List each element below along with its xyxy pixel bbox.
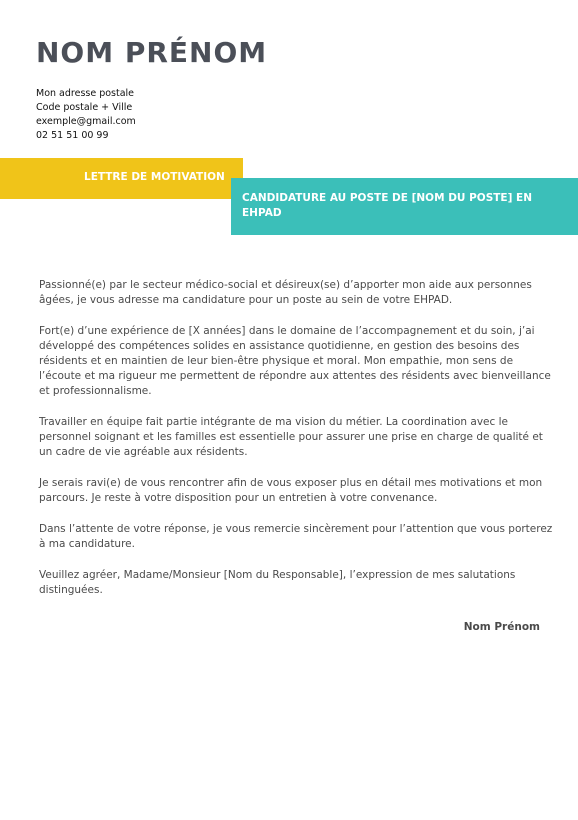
letter-body (39, 278, 554, 614)
paragraph-meeting: Je serais ravi(e) de vous rencontrer afin de vous exposer plus en détail mes motivations et mon parcours. Je reste à votre disposition pour un entretien à votre convenance. (39, 477, 543, 504)
applicant-name: NOM PRÉNOM (36, 36, 268, 69)
paragraph-thanks: Dans l’attente de votre réponse, je vous remercie sincèrement pour l’attention que vous porterez à ma candidature. (39, 523, 553, 550)
letter-type-banner (0, 158, 243, 199)
letter-type-label: LETTRE DE MOTIVATION (84, 171, 225, 183)
paragraph-closing: Veuillez agréer, Madame/Monsieur [Nom du Responsable], l’expression de mes salutations distinguées. (39, 569, 516, 596)
position-banner (231, 178, 578, 235)
postal-code-city: Code postale + Ville (36, 102, 133, 113)
position-label: CANDIDATURE AU POSTE DE [NOM DU POSTE] EN EHPAD (242, 192, 533, 219)
signature: Nom Prénom (463, 621, 540, 633)
email-address: exemple@gmail.com (36, 116, 136, 127)
paragraph-intro: Passionné(e) par le secteur médico-social et désireux(se) d’apporter mon aide aux personnes âgées, je vous adresse ma candidature pour un poste au sein de votre EHPAD. (39, 279, 532, 306)
postal-address: Mon adresse postale (36, 88, 135, 99)
paragraph-teamwork: Travailler en équipe fait partie intégrante de ma vision du métier. La coordination avec le personnel soignant et les familles est essentielle pour assurer une prise en charge de qualité et un cadre de vie agréable aux résidents. (39, 416, 543, 458)
contact-block (36, 87, 136, 143)
phone-number: 02 51 51 00 99 (36, 130, 109, 141)
paragraph-experience: Fort(e) d’une expérience de [X années] dans le domaine de l’accompagnement et du soin, j’ai développé des compétences solides en assistance quotidienne, en gestion des besoins des résidents et en maintien de leur bien-être physique et moral. Mon empathie, mon sens de l’écoute et ma rigueur me permettent de répondre aux attentes des résidents avec bienveillance et professionnalisme. (39, 325, 551, 397)
